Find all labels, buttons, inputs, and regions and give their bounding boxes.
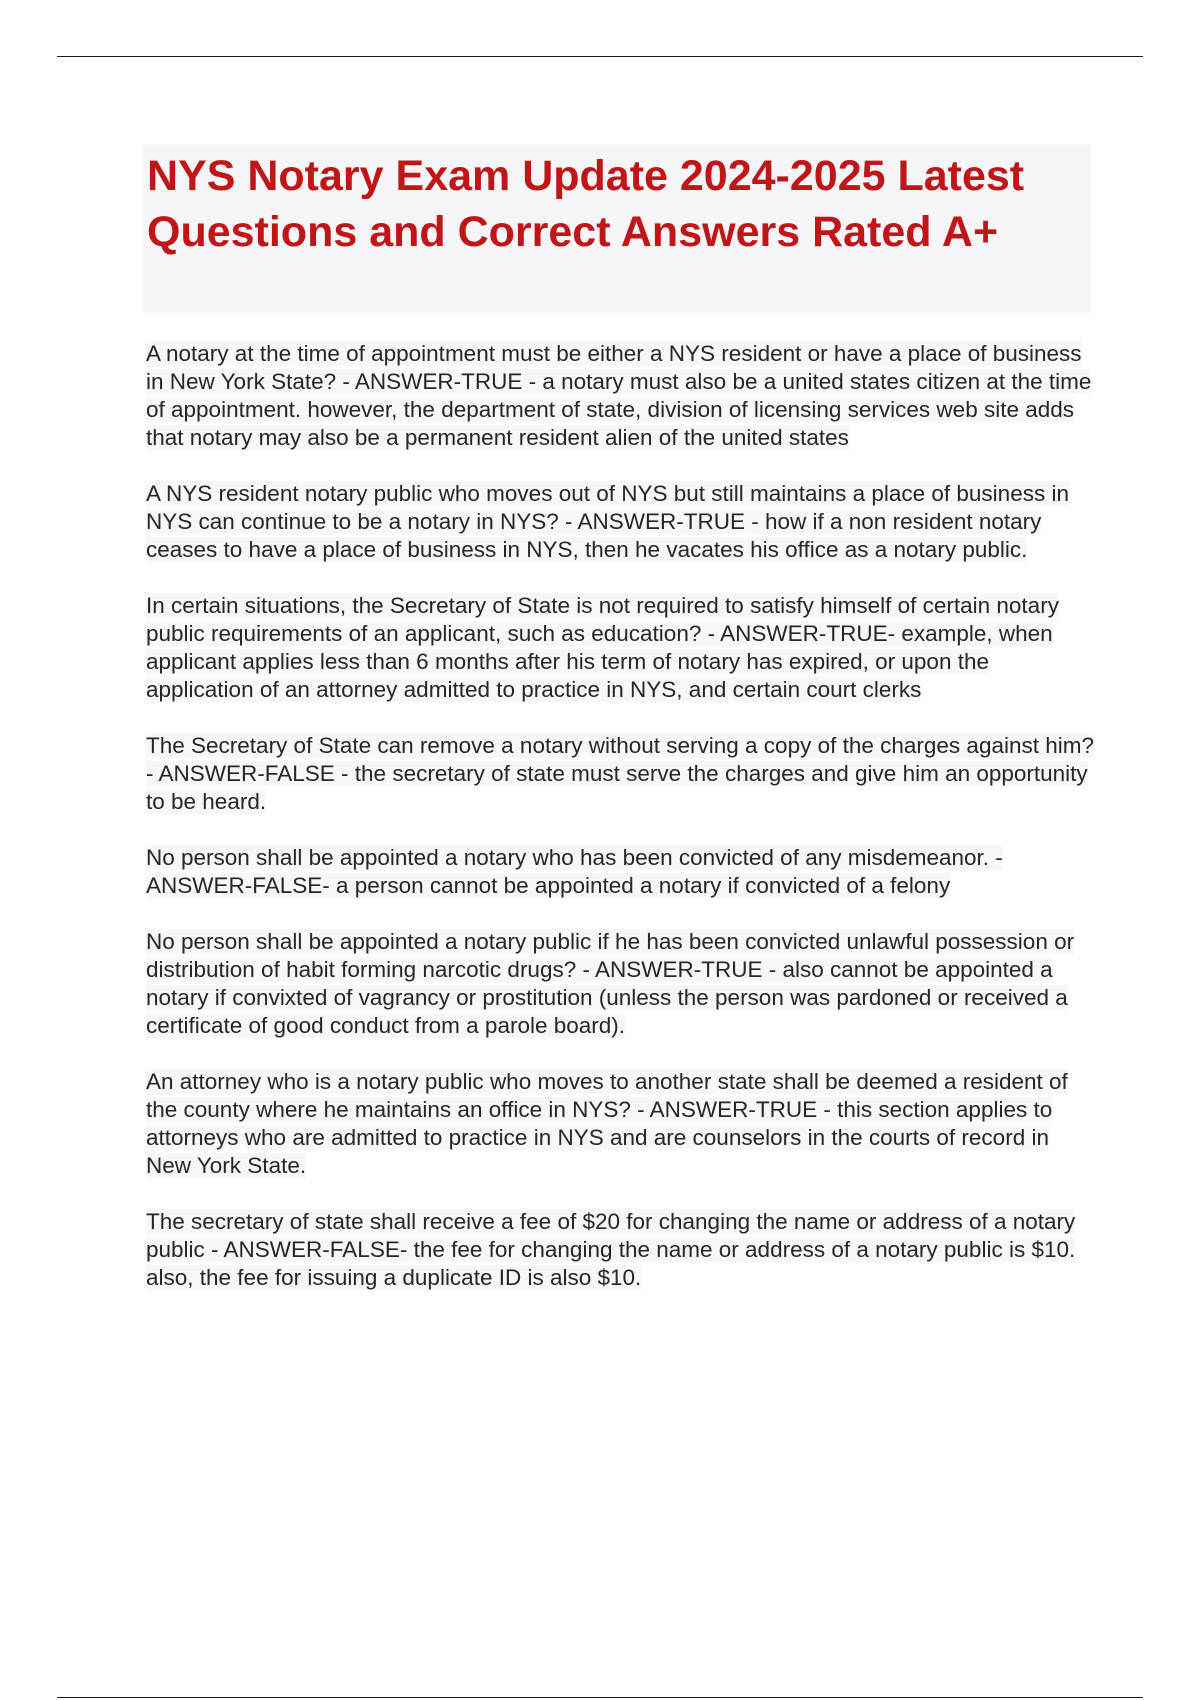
qa-list — [146, 340, 1096, 1320]
qa-item-8 — [146, 1208, 1096, 1292]
qa-item-3 — [146, 592, 1096, 704]
qa-item-1 — [146, 340, 1096, 452]
qa-text: An attorney who is a notary public who moves to another state shall be deemed a resident of the county where he maintains an office in NYS? - ANSWER-TRUE - this section applies to attorneys who are admitted to practice in NYS and are counselors in the courts of record in New York State. — [146, 1069, 1068, 1178]
qa-text: The secretary of state shall receive a fee of $20 for changing the name or address of a notary public - ANSWER-FALSE- the fee for changing the name or address of a notary public is $10. also, the fee for issuing a duplicate ID is also $10. — [146, 1209, 1076, 1290]
top-rule — [57, 56, 1143, 57]
bottom-rule — [57, 1697, 1143, 1698]
qa-item-7 — [146, 1068, 1096, 1180]
qa-item-2 — [146, 480, 1096, 564]
qa-text: In certain situations, the Secretary of State is not required to satisfy himself of certain notary public requirements of an applicant, such as education? - ANSWER-TRUE- example, when applicant applies less than 6 months after his term of notary has expired, or upon the application of an attorney admitted to practice in NYS, and certain court clerks — [146, 593, 1059, 702]
qa-item-5 — [146, 844, 1096, 900]
qa-item-4 — [146, 732, 1096, 816]
qa-text: A NYS resident notary public who moves out of NYS but still maintains a place of business in NYS can continue to be a notary in NYS? - ANSWER-TRUE - how if a non resident notary ceases to have a place of business in NYS, then he vacates his office as a notary public. — [146, 481, 1069, 562]
qa-item-6 — [146, 928, 1096, 1040]
qa-text: No person shall be appointed a notary public if he has been convicted unlawful possession or distribution of habit forming narcotic drugs? - ANSWER-TRUE - also cannot be appointed a notary if convixted of vagrancy or prostitution (unless the person was pardoned or received a certificate of good conduct from a parole board). — [146, 929, 1075, 1038]
qa-text: No person shall be appointed a notary who has been convicted of any misdemeanor. - ANSWER-FALSE- a person cannot be appointed a notary if convicted of a felony — [146, 845, 1003, 898]
qa-text: The Secretary of State can remove a notary without serving a copy of the charges against him? - ANSWER-FALSE - the secretary of state must serve the charges and give him an opportunity to be heard. — [146, 733, 1094, 814]
qa-text: A notary at the time of appointment must be either a NYS resident or have a place of business in New York State? - ANSWER-TRUE - a notary must also be a united states citizen at the time of appointment. however, the department of state, division of licensing services web site adds that notary may also be a permanent resident alien of the united states — [146, 341, 1092, 450]
document-title: NYS Notary Exam Update 2024-2025 Latest Questions and Correct Answers Rated A+ — [147, 152, 1025, 256]
